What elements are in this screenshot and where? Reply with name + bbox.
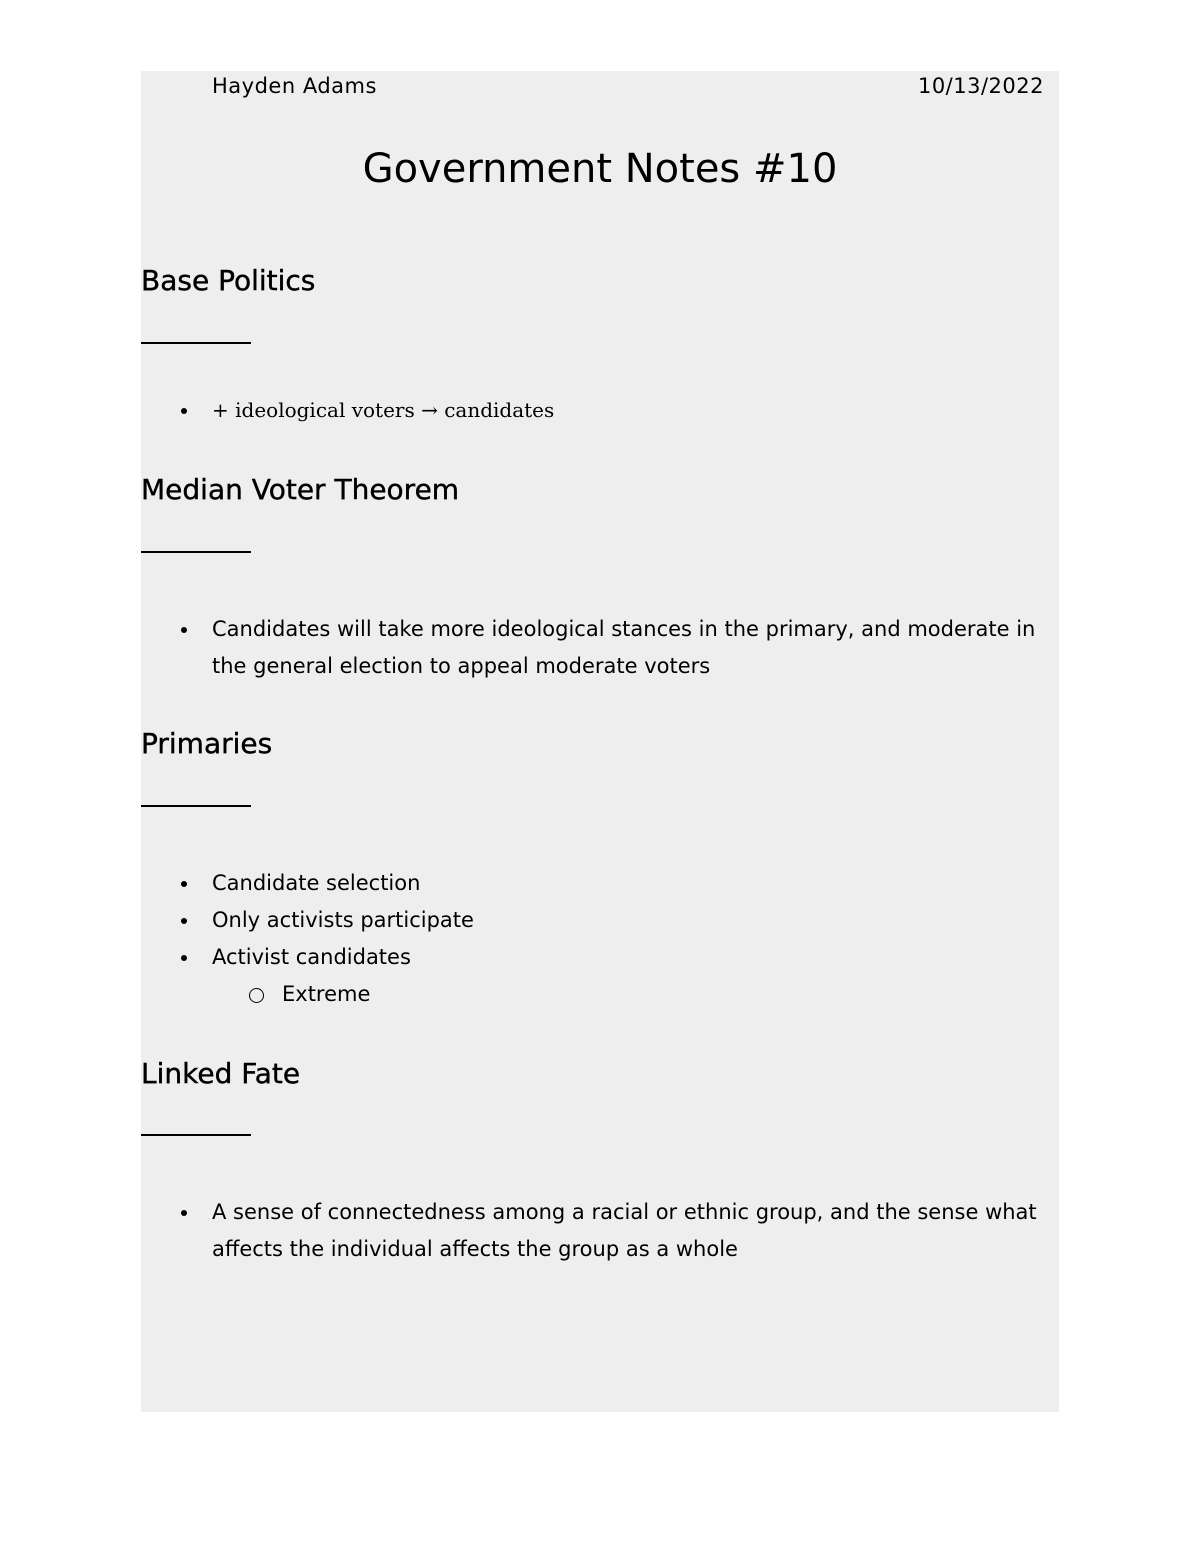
list-item-text: Activist candidates: [212, 945, 411, 969]
list-item: [141, 865, 1059, 902]
page-title: Government Notes #10: [362, 146, 838, 192]
bullet-dot-icon: [181, 627, 187, 633]
document-date: 10/13/2022: [917, 74, 1044, 98]
bullet-dot-icon: [181, 408, 187, 414]
section-heading-linked-fate: Linked Fate: [141, 1057, 301, 1090]
list-item: [141, 611, 1059, 685]
sub-list-item: [141, 976, 1059, 1013]
list-item-text: Only activists participate: [212, 908, 474, 932]
list-item-text: Candidates will take more ideological stances in the primary, and moderate in the general election to appeal moderate voters: [212, 617, 1036, 678]
bullet-dot-icon: [181, 918, 187, 924]
bullet-list-linked-fate: [141, 1194, 1059, 1268]
bullet-list-median-voter-theorem: [141, 611, 1059, 685]
list-item-text: Candidate selection: [212, 871, 421, 895]
section-divider: [141, 342, 251, 344]
list-item: [141, 902, 1059, 939]
section-heading-median-voter-theorem: Median Voter Theorem: [141, 473, 460, 506]
section-heading-primaries: Primaries: [141, 727, 273, 760]
section-divider: [141, 805, 251, 807]
list-item: [141, 392, 1059, 429]
bullet-list-primaries: [141, 865, 1059, 1013]
section-divider: [141, 1134, 251, 1136]
circle-bullet-icon: [249, 988, 264, 1003]
list-item: [141, 1194, 1059, 1268]
author-name: Hayden Adams: [212, 74, 377, 98]
bullet-list-base-politics: [141, 392, 1059, 429]
bullet-dot-icon: [181, 881, 187, 887]
sub-list-item-text: Extreme: [282, 982, 371, 1006]
list-item-text: A sense of connectedness among a racial or ethnic group, and the sense what affects the individual affects the group as a whole: [212, 1200, 1037, 1261]
list-item: [141, 939, 1059, 976]
section-divider: [141, 551, 251, 553]
bullet-dot-icon: [181, 955, 187, 961]
list-item-text: + ideological voters → candidates: [212, 398, 555, 422]
bullet-dot-icon: [181, 1210, 187, 1216]
section-heading-base-politics: Base Politics: [141, 264, 316, 297]
